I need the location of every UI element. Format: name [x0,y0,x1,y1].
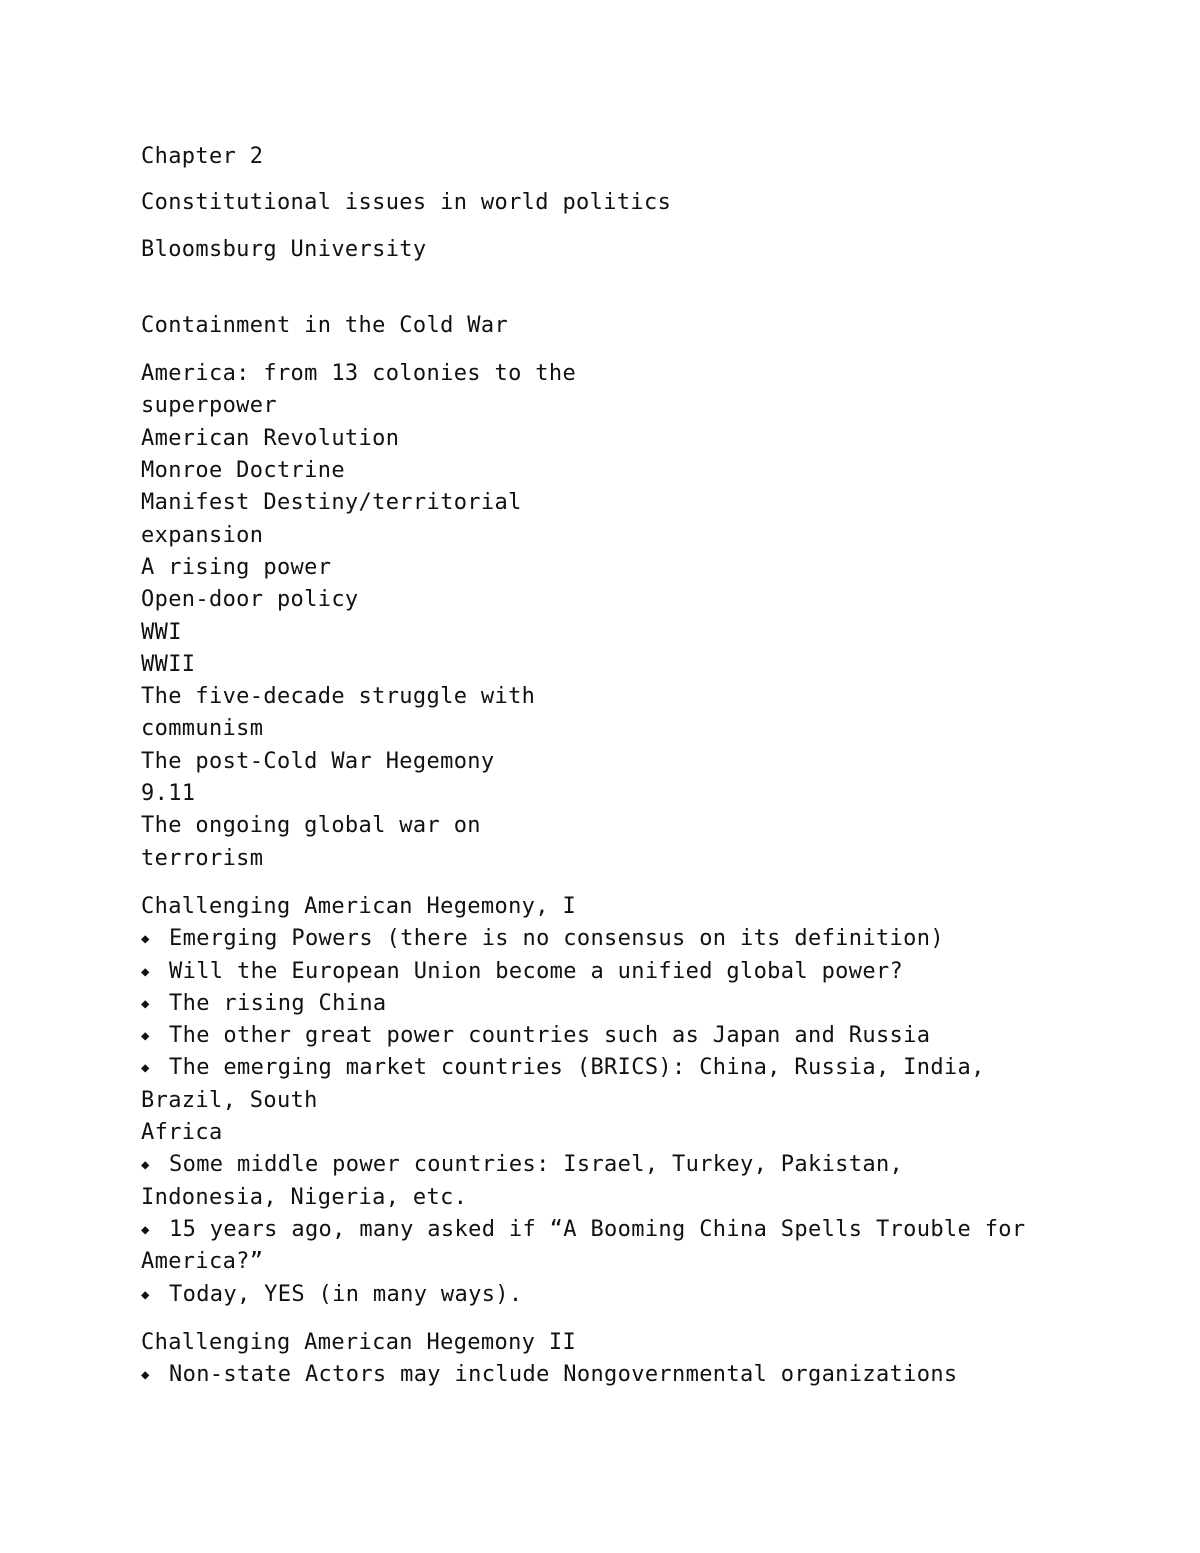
bullet-icon: ◆ [141,1060,150,1077]
list-item-continuation [141,1246,1101,1278]
list-item-text: Africa [141,1120,223,1146]
bullet-list-item [141,923,1101,955]
bullet-icon: ◆ [141,1367,150,1384]
list-item-text: Non-state Actors may include Nongovernmental organizations [169,1362,958,1388]
bullet-list-item [141,1020,1101,1052]
list-item-text: The other great power countries such as Japan and Russia [169,1023,931,1049]
list-item: The post-Cold War Hegemony [141,748,495,774]
list-item: Manifest Destiny/territorial [141,490,522,516]
section2-list [141,923,1101,1311]
bullet-list-item [141,1214,1101,1246]
bullet-list-item [141,988,1101,1020]
list-item: WWI [141,619,182,645]
chapter-title: Chapter 2 [141,144,264,169]
bullet-icon: ◆ [141,1028,150,1045]
bullet-icon: ◆ [141,995,150,1012]
list-item: Open-door policy [141,587,359,613]
list-item-text: The rising China [169,990,387,1016]
bullet-icon: ◆ [141,1221,150,1238]
document-page [141,141,1101,1391]
section1-list [141,358,1101,875]
list-item-continuation [141,1182,1101,1214]
list-item: WWII [141,651,196,677]
list-item-text: 15 years ago, many asked if “A Booming China Spells Trouble for [169,1216,1026,1242]
bullet-list-item [141,1279,1101,1311]
list-item: 9.11 [141,781,196,807]
list-item: terrorism [141,845,264,871]
list-item-continuation [141,1085,1101,1117]
list-item: Monroe Doctrine [141,458,345,484]
bullet-icon: ◆ [141,1157,150,1174]
list-item: A rising power [141,554,332,580]
bullet-list-item [141,1149,1101,1181]
bullet-list-item [141,1052,1101,1084]
list-item-text: Today, YES (in many ways). [169,1281,523,1307]
bullet-list-item [141,956,1101,988]
list-item-text: Indonesia, Nigeria, etc. [141,1184,468,1210]
section3-list [141,1359,1101,1391]
section-heading-hegemony-1: Challenging American Hegemony, I [141,893,577,919]
list-item-text: Some middle power countries: Israel, Turkey, Pakistan, [169,1152,904,1178]
list-item: expansion [141,522,264,548]
list-item-text: America?” [141,1249,264,1275]
list-item-text: Will the European Union become a unified global power? [169,958,904,984]
list-item: The five-decade struggle with [141,684,536,710]
course-title: Constitutional issues in world politics [141,190,672,216]
list-item: communism [141,716,264,742]
list-item: America: from 13 colonies to the [141,361,577,387]
list-item-continuation [141,1117,1101,1149]
bullet-icon: ◆ [141,1286,150,1303]
university-name: Bloomsburg University [141,236,427,262]
list-item-text: The emerging market countries (BRICS): China, Russia, India, [169,1055,985,1081]
bullet-icon: ◆ [141,963,150,980]
list-item: superpower [141,393,277,419]
list-item: The ongoing global war on [141,813,481,839]
section-heading-hegemony-2: Challenging American Hegemony II [141,1329,577,1355]
list-item-text: Emerging Powers (there is no consensus on its definition) [169,926,944,952]
list-item-text: Brazil, South [141,1087,318,1113]
bullet-icon: ◆ [141,931,150,948]
list-item: American Revolution [141,425,400,451]
section-heading-containment: Containment in the Cold War [141,312,509,338]
bullet-list-item [141,1359,1101,1391]
